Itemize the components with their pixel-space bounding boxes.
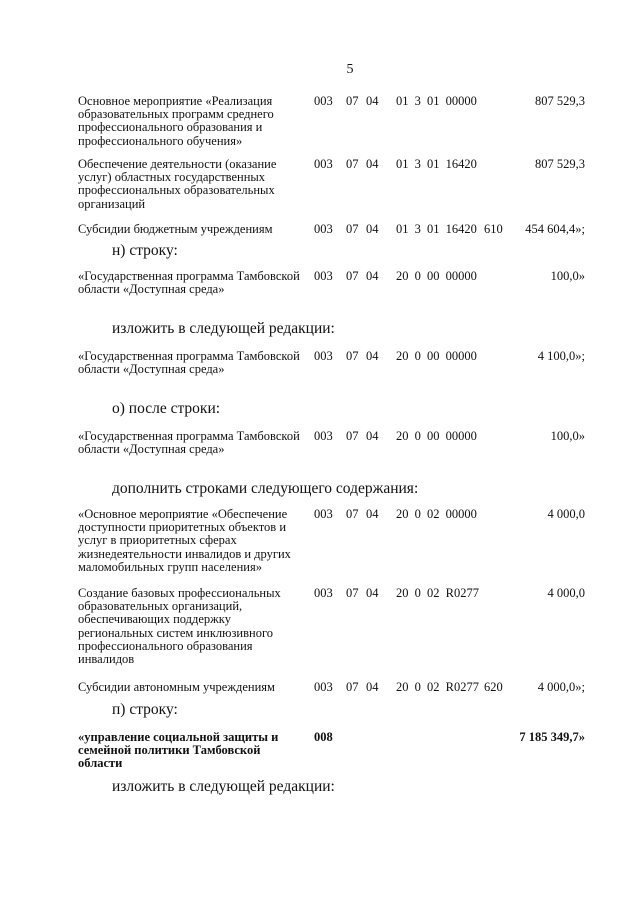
instruction: изложить в следующей редакции:	[112, 320, 335, 337]
code-rz: 07	[346, 586, 359, 600]
code-pr: 04	[366, 349, 379, 363]
code-vr: 620	[484, 680, 503, 694]
amount: 4 100,0»;	[537, 349, 585, 363]
code-pr: 04	[366, 429, 379, 443]
code-pr: 04	[366, 680, 379, 694]
code-pr: 04	[366, 507, 379, 521]
code-ved: 003	[314, 222, 333, 236]
page-number: 5	[346, 62, 354, 77]
code-rz: 07	[346, 680, 359, 694]
code-csr: 01 3 01 16420	[396, 157, 477, 171]
code-rz: 07	[346, 269, 359, 283]
amount: 100,0»	[550, 429, 585, 443]
code-csr: 20 0 00 00000	[396, 429, 477, 443]
amount: 4 000,0	[547, 507, 585, 521]
row-name: «управление социальной защиты и семейной политики Тамбовской области	[78, 730, 279, 771]
code-pr: 04	[366, 222, 379, 236]
code-rz: 07	[346, 507, 359, 521]
amount: 807 529,3	[535, 94, 585, 108]
code-ved: 003	[314, 94, 333, 108]
code-pr: 04	[366, 586, 379, 600]
instruction: п) строку:	[112, 701, 178, 718]
amount: 7 185 349,7»	[519, 730, 585, 744]
row-name: Обеспечение деятельности (оказание услуг) областных государственных профессиональных образовательных организаций	[78, 157, 277, 211]
code-rz: 07	[346, 157, 359, 171]
code-rz: 07	[346, 349, 359, 363]
row-name: Создание базовых профессиональных образовательных организаций, обеспечивающих поддержку региональных систем инклюзивного профессионального образования инвалидов	[78, 586, 281, 667]
code-ved: 008	[314, 730, 333, 744]
code-csr: 20 0 00 00000	[396, 349, 477, 363]
row-name: «Государственная программа Тамбовской области «Доступная среда»	[78, 429, 300, 457]
code-rz: 07	[346, 94, 359, 108]
instruction: н) строку:	[112, 242, 178, 259]
row-name: Субсидии автономным учреждениям	[78, 680, 275, 694]
code-csr: 20 0 02 00000	[396, 507, 477, 521]
code-ved: 003	[314, 269, 333, 283]
row-name: «Государственная программа Тамбовской области «Доступная среда»	[78, 349, 300, 377]
code-csr: 01 3 01 16420	[396, 222, 477, 236]
code-ved: 003	[314, 507, 333, 521]
code-csr: 20 0 02 R0277	[396, 680, 479, 694]
instruction: о) после строки:	[112, 400, 221, 417]
code-rz: 07	[346, 429, 359, 443]
code-csr: 20 0 02 R0277	[396, 586, 479, 600]
row-name: «Основное мероприятие «Обеспечение доступности приоритетных объектов и услуг в приоритетных сферах жизнедеятельности инвалидов и других маломобильных групп населения»	[78, 507, 291, 574]
code-ved: 003	[314, 349, 333, 363]
instruction: изложить в следующей редакции:	[112, 778, 335, 795]
code-pr: 04	[366, 269, 379, 283]
amount: 4 000,0	[547, 586, 585, 600]
amount: 4 000,0»;	[537, 680, 585, 694]
instruction: дополнить строками следующего содержания:	[112, 480, 419, 497]
row-name: Субсидии бюджетным учреждениям	[78, 222, 273, 236]
row-name: «Государственная программа Тамбовской области «Доступная среда»	[78, 269, 300, 297]
code-ved: 003	[314, 586, 333, 600]
code-csr: 20 0 00 00000	[396, 269, 477, 283]
code-pr: 04	[366, 157, 379, 171]
amount: 100,0»	[550, 269, 585, 283]
row-name: Основное мероприятие «Реализация образовательных программ среднего профессионального образования и профессионального обучения»	[78, 94, 274, 148]
code-ved: 003	[314, 157, 333, 171]
code-ved: 003	[314, 680, 333, 694]
code-vr: 610	[484, 222, 503, 236]
code-rz: 07	[346, 222, 359, 236]
code-csr: 01 3 01 00000	[396, 94, 477, 108]
code-pr: 04	[366, 94, 379, 108]
code-ved: 003	[314, 429, 333, 443]
amount: 807 529,3	[535, 157, 585, 171]
amount: 454 604,4»;	[525, 222, 585, 236]
